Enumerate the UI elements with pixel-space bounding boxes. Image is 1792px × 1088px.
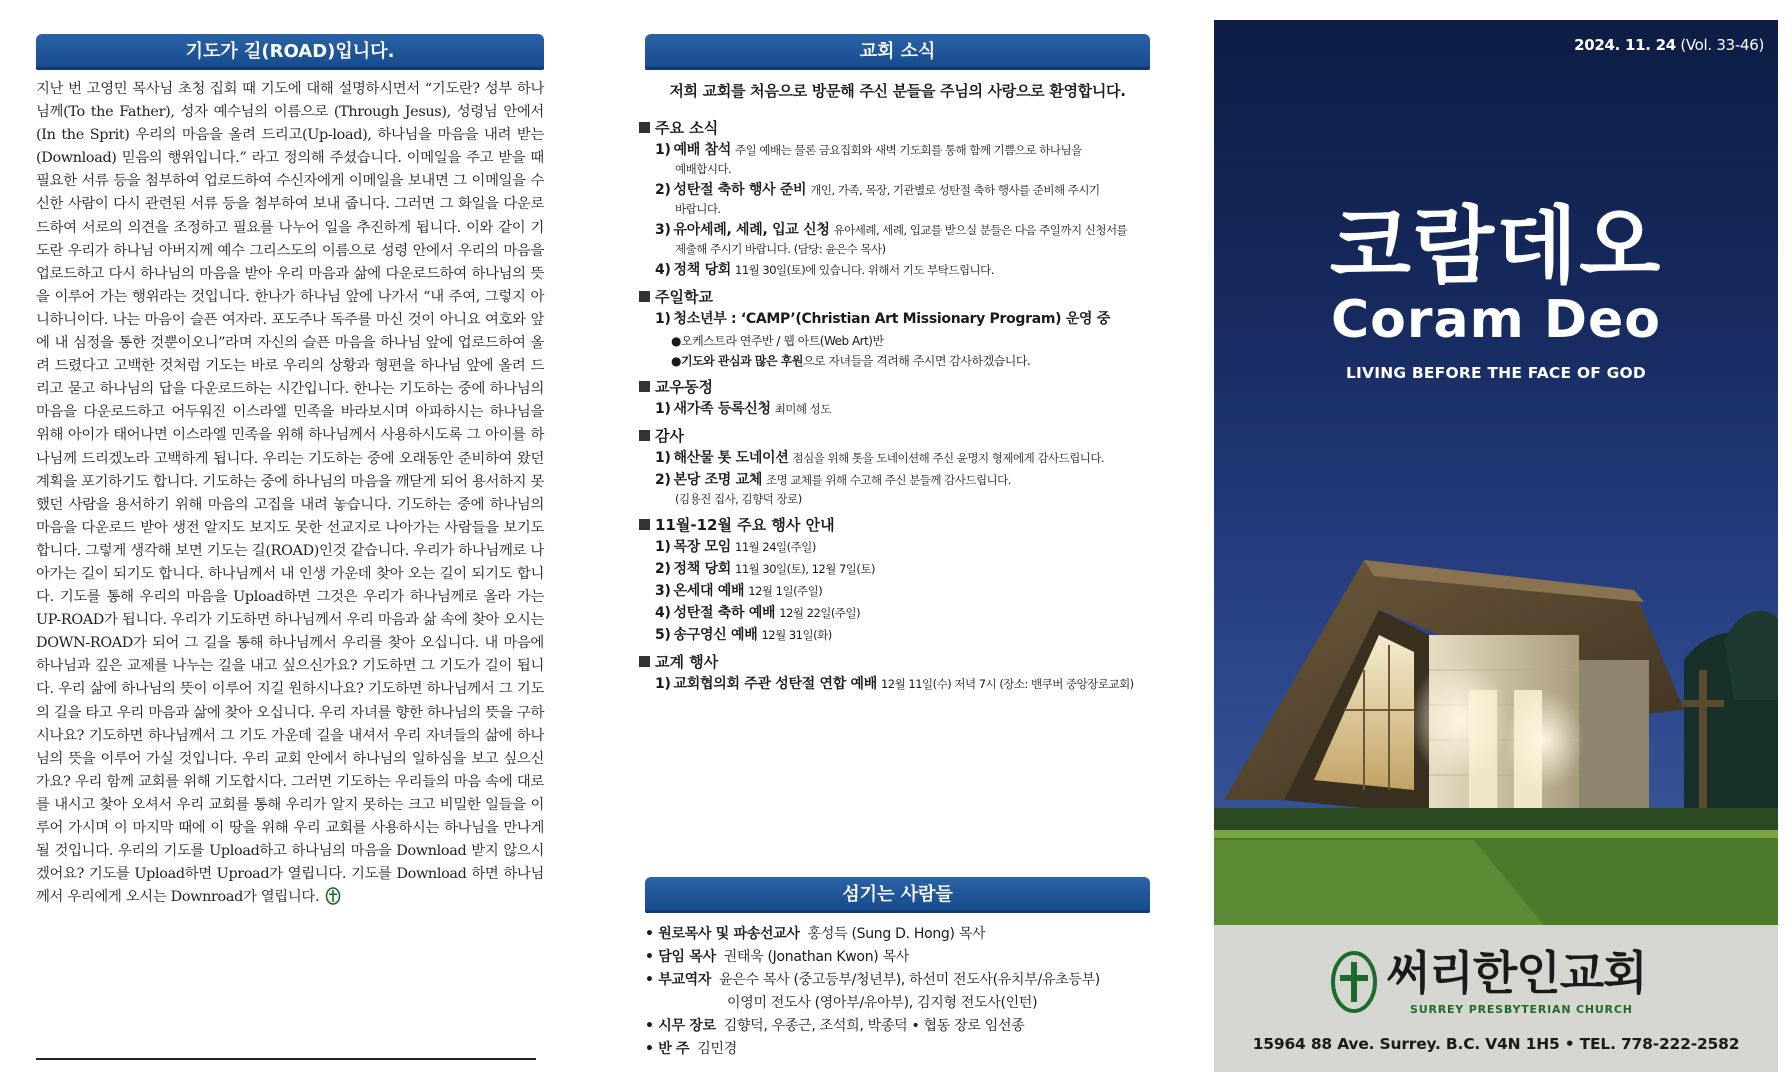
- cover-title-korean: 코람데오: [1329, 197, 1663, 295]
- servant-row: [645, 946, 1150, 969]
- item-description-continued: 바랍니다.: [675, 202, 721, 216]
- section-title: 교계 행사: [655, 653, 719, 671]
- item-title: 본당 조명 교체: [673, 472, 763, 488]
- news-item: [655, 582, 1150, 601]
- essay-banner: 기도가 길(ROAD)입니다.: [36, 34, 544, 70]
- item-title: 성탄절 축하 예배: [673, 605, 776, 621]
- item-title: 유아세례, 세례, 입교 신청: [673, 222, 830, 238]
- item-number: 1): [655, 401, 671, 417]
- servant-names: 이영미 전도사 (영아부/유아부), 김지형 전도사(인턴): [727, 995, 1038, 1011]
- volume-text: (Vol. 33-46): [1675, 36, 1764, 54]
- item-title: 해산물 톳 도네이션: [673, 450, 789, 466]
- news-banner: 교회 소식: [645, 34, 1150, 70]
- servant-names: 홍성득 (Sung D. Hong) 목사: [807, 926, 986, 942]
- servant-role: • 부교역자: [645, 972, 712, 988]
- item-title: 정책 당회: [673, 262, 732, 278]
- news-item: [655, 675, 1150, 694]
- item-description-continued: 예배합시다.: [675, 162, 732, 176]
- news-section-heading: [639, 651, 1150, 672]
- item-description: 12월 22일(주일): [779, 606, 861, 620]
- item-number: 2): [655, 182, 671, 198]
- news-item: [655, 181, 1150, 218]
- cover-footer: [1214, 925, 1778, 1072]
- square-bullet-icon: [639, 430, 650, 441]
- item-description: 점심을 위해 톳을 도네이션해 주신 윤명지 형제에게 감사드립니다.: [792, 451, 1105, 465]
- item-number: 4): [655, 262, 671, 278]
- item-description: 개인, 가족, 목장, 기관별로 성탄절 축하 행사를 준비해 주시기: [810, 183, 1100, 197]
- item-description: 12월 11일(수) 저녁 7시 (장소: 밴쿠버 중앙장로교회): [880, 677, 1134, 691]
- church-name-korean: 써리한인교회: [1386, 946, 1647, 1000]
- servant-names: 김민경: [697, 1041, 737, 1057]
- item-number: 3): [655, 583, 671, 599]
- square-bullet-icon: [639, 381, 650, 392]
- servant-role: • 반 주: [645, 1041, 690, 1057]
- servant-names: 김향덕, 우종근, 조석희, 박종덕 • 협동 장로 임선종: [723, 1018, 1025, 1034]
- essay-text: 지난 번 고영민 목사님 초청 집회 때 기도에 대해 설명하시면서 “기도란? 성부 하나님께(To the Father), 성자 예수님의 이름으로 (Through Jesus), 성령님 안에서(In the Sprit) 우리의 마음을 올려 드리고(Up-load), 하나님을 마음을 내려 받는(Download) 믿음의 행위입니다.” 라고 정의해 주셨습니다. 이메일을 주고 받을 때 필요한 서류 등을 첨부하여 업로드하여 수신자에게 이메일을 보내면 그 이메일을 수신한 사람이 다시 관련된 서류 등을 첨부하여 보내 줍니다. 그러면 그 화일을 다운로드하여 서로의 의견을 조정하고 필요를 나누어 일을 추진하게 됩니다. 이와 같이 기도란 우리가 하나님 아버지께 예수 그리스도의 이름으로 성령 안에서 우리의 마음을 업로드하고 다시 하나님의 마음을 받아 우리 마음과 삶에 다운로드하여 하나님의 뜻을 이루어 가는 행위라는 것입니다. 한나가 하나님 앞에 나가서 “내 주여, 그렇지 아니하니이다. 나는 마음이 슬픈 여자라. 포도주나 독주를 마신 것이 아니요 여호와 앞에 내 심정을 통한 것뿐이오니”라며 자신의 슬픈 마음을 하나님 앞에 업로드하여 올려 드렸다고 고백한 것처럼 기도는 바로 우리의 상황과 형편을 하나님 앞에 올려 드리고 묻고 하나님의 답을 다운로드하는 시간입니다. 한나는 기도하는 중에 하나님의 마음을 다운로드하고 어두워진 이스라엘 민족을 바라보시며 아파하시는 하나님을 위해 아이가 태어나면 이스라엘 민족을 위해 하나님께서 사용하시도록 그 아이를 하나님께 드리겠노라 고백하게 됩니다. 우리는 기도하는 중에 오래동안 준비하여 왔던 계획을 포기하기도 합니다. 기도하는 중에 하나님의 마음을 깨닫게 되어 용서하지 못했던 사람을 용서하기 위해 마음의 고집을 내려 놓습니다. 기도하는 중에 하나님의 마음을 다운로드 받아 생전 알지도 보지도 못한 선교지로 나아가는 사람들을 보기도 합니다. 그렇게 생각해 보면 기도는 길(ROAD)인것 같습니다. 우리가 하나님께로 나아가는 길이 되기도 합니다. 하나님께서 내 인생 가운데 찾아 오는 길이 되기도 합니다. 기도를 통해 우리의 마음을 Upload하면 그것은 우리가 하나님께로 올라 가는 UP-ROAD가 됩니다. 우리가 기도하면 하나님께서 우리 마음과 삶 속에 찾아 오시는 DOWN-ROAD가 되어 그 길을 통해 하나님께서 우리를 찾아 오십니다. 내 마음에 하나님과 깊은 교제를 나누는 길을 내고 싶으신가요? 기도하면 그 기도가 길이 됩니다. 우리 삶에 하나님의 뜻이 이루어 지길 원하시나요? 기도하면 하나님께서 그 기도의 길을 타고 우리 마음과 삶에 찾아 오십니다. 우리 자녀를 향한 하나님의 뜻을 구하시나요? 기도하면 하나님께서 그 기도 가운데 길을 내셔서 우리 자녀들의 삶에 하나님의 뜻을 이루어 가실 것입니다. 우리 교회 안에서 하나님의 일하심을 보고 싶으신가요? 우리 함께 교회를 위해 기도합시다. 그러면 기도하는 우리들의 마음 속에 대로를 내시고 찾아 오셔서 우리 교회를 통해 우리가 알지 못하는 크고 비밀한 일들을 이루어 가시며 이 마지막 때에 이 땅을 위해 우리 교회를 사용하시는 하나님을 만나게 될 것입니다. 우리의 기도를 Upload하고 하나님의 마음을 Download 받지 않으시겠어요? 기도를 Upload하면 Uproad가 열립니다. 기도를 Download 하면 하나님께서 우리에게 오시는 Downroad가 열립니다.: [36, 81, 544, 906]
- news-item: [655, 538, 1150, 557]
- square-bullet-icon: [639, 122, 650, 133]
- item-number: 3): [655, 222, 671, 238]
- item-number: 4): [655, 605, 671, 621]
- essay-column: [36, 34, 544, 913]
- servants-banner: 섬기는 사람들: [645, 877, 1150, 913]
- news-bullet: [671, 352, 1150, 370]
- church-name-english: SURREY PRESBYTERIAN CHURCH: [1410, 1003, 1633, 1016]
- bullet-text: ●오케스트라 연주반 / 웹 아트(Web Art)반: [671, 334, 884, 348]
- news-section-heading: [639, 425, 1150, 446]
- news-bullet: [671, 332, 1150, 350]
- item-description: 11월 30일(토)에 있습니다. 위해서 기도 부탁드립니다.: [735, 263, 994, 277]
- news-section-heading: [639, 376, 1150, 397]
- news-item: [655, 400, 1150, 419]
- essay-body: [36, 78, 544, 913]
- church-address: 15964 88 Ave. Surrey. B.C. V4N 1H5 • TEL. 778-222-2582: [1252, 1035, 1740, 1053]
- square-bullet-icon: [639, 519, 650, 530]
- news-section-heading: [639, 117, 1150, 138]
- news-item: [655, 310, 1150, 329]
- item-title: 교회협의회 주관 성탄절 연합 예배: [673, 676, 877, 692]
- cover-tagline: LIVING BEFORE THE FACE OF GOD: [1345, 364, 1646, 382]
- date-text: 2024. 11. 24: [1574, 36, 1676, 54]
- bullet-emphasis: ●기도와 관심과 많은 후원: [671, 354, 803, 368]
- item-number: 1): [655, 539, 671, 555]
- item-number: 1): [655, 142, 671, 158]
- item-description: 조명 교체를 위해 수고해 주신 분들께 감사드립니다.: [766, 473, 1011, 487]
- servant-row: [645, 1015, 1150, 1038]
- cover-title-english: Coram Deo: [1330, 290, 1662, 350]
- cover-panel: [1214, 20, 1778, 1072]
- bullet-text: 으로 자녀들을 격려해 주시면 감사하겠습니다.: [802, 354, 1031, 368]
- item-description: 주일 예배는 물론 금요집회와 새벽 기도회를 통해 함께 기쁨으로 하나님을: [735, 143, 1082, 157]
- item-description-continued: (김용진 집사, 김향덕 장로): [675, 492, 802, 506]
- item-description: 11월 30일(토), 12월 7일(토): [735, 562, 875, 576]
- item-title: 성탄절 축하 행사 준비: [673, 182, 807, 198]
- item-title: 정책 당회: [673, 561, 732, 577]
- church-cross-logo-icon: [1329, 950, 1379, 1014]
- news-section-heading: [639, 514, 1150, 535]
- essay-bottom-rule: [36, 1058, 536, 1060]
- news-item: [655, 141, 1150, 178]
- item-description: 12월 1일(주일): [748, 584, 823, 598]
- item-number: 5): [655, 627, 671, 643]
- item-description: 12월 31일(화): [761, 628, 832, 642]
- item-number: 2): [655, 561, 671, 577]
- servant-row: [645, 923, 1150, 946]
- issue-date: [1574, 36, 1764, 54]
- servants-section: [645, 877, 1150, 1061]
- section-title: 11월-12월 주요 행사 안내: [655, 516, 835, 534]
- news-item: [655, 449, 1150, 468]
- square-bullet-icon: [639, 656, 650, 667]
- news-sections: [645, 117, 1150, 694]
- servant-row: [645, 1038, 1150, 1061]
- item-title: 청소년부 : ‘CAMP’(Christian Art Missionary Program) 운영 중: [673, 311, 1111, 327]
- news-section-heading: [639, 286, 1150, 307]
- section-title: 교우동정: [655, 378, 713, 396]
- news-item: [655, 471, 1150, 508]
- square-bullet-icon: [639, 291, 650, 302]
- item-number: 1): [655, 676, 671, 692]
- servant-names: 윤은수 목사 (중고등부/청년부), 하선미 전도사(유치부/유초등부): [719, 972, 1100, 988]
- news-column: [645, 34, 1150, 697]
- news-item: [655, 604, 1150, 623]
- servant-role: • 원로목사 및 파송선교사: [645, 926, 800, 942]
- servant-row: [645, 969, 1150, 992]
- item-description: 유아세례, 세례, 입교를 받으실 분들은 다음 주일까지 신청서를: [833, 223, 1128, 237]
- item-number: 1): [655, 311, 671, 327]
- item-title: 목장 모임: [673, 539, 732, 555]
- item-title: 온세대 예배: [673, 583, 745, 599]
- item-title: 예배 참석: [673, 142, 732, 158]
- church-building-photo: [1214, 540, 1778, 925]
- section-title: 주일학교: [655, 288, 713, 306]
- news-item: [655, 560, 1150, 579]
- servant-list: [645, 923, 1150, 1061]
- cross-leaf-icon: [325, 887, 341, 913]
- welcome-message: 저희 교회를 처음으로 방문해 주신 분들을 주님의 사랑으로 환영합니다.: [669, 82, 1126, 100]
- section-title: 주요 소식: [655, 119, 719, 137]
- servant-role: • 시무 장로: [645, 1018, 716, 1034]
- item-description: 11월 24일(주일): [735, 540, 816, 554]
- news-item: [655, 221, 1150, 258]
- item-description-continued: 제출해 주시기 바랍니다. (담당: 윤은수 목사): [675, 242, 886, 256]
- news-item: [655, 626, 1150, 645]
- item-number: 2): [655, 472, 671, 488]
- servant-role: • 담임 목사: [645, 949, 716, 965]
- section-title: 감사: [655, 427, 684, 445]
- servant-row: [645, 992, 1150, 1015]
- item-description: 최미혜 성도: [774, 402, 831, 416]
- item-title: 새가족 등록신청: [673, 401, 771, 417]
- servant-names: 권태욱 (Jonathan Kwon) 목사: [723, 949, 910, 965]
- item-title: 송구영신 예배: [673, 627, 758, 643]
- news-item: [655, 261, 1150, 280]
- item-number: 1): [655, 450, 671, 466]
